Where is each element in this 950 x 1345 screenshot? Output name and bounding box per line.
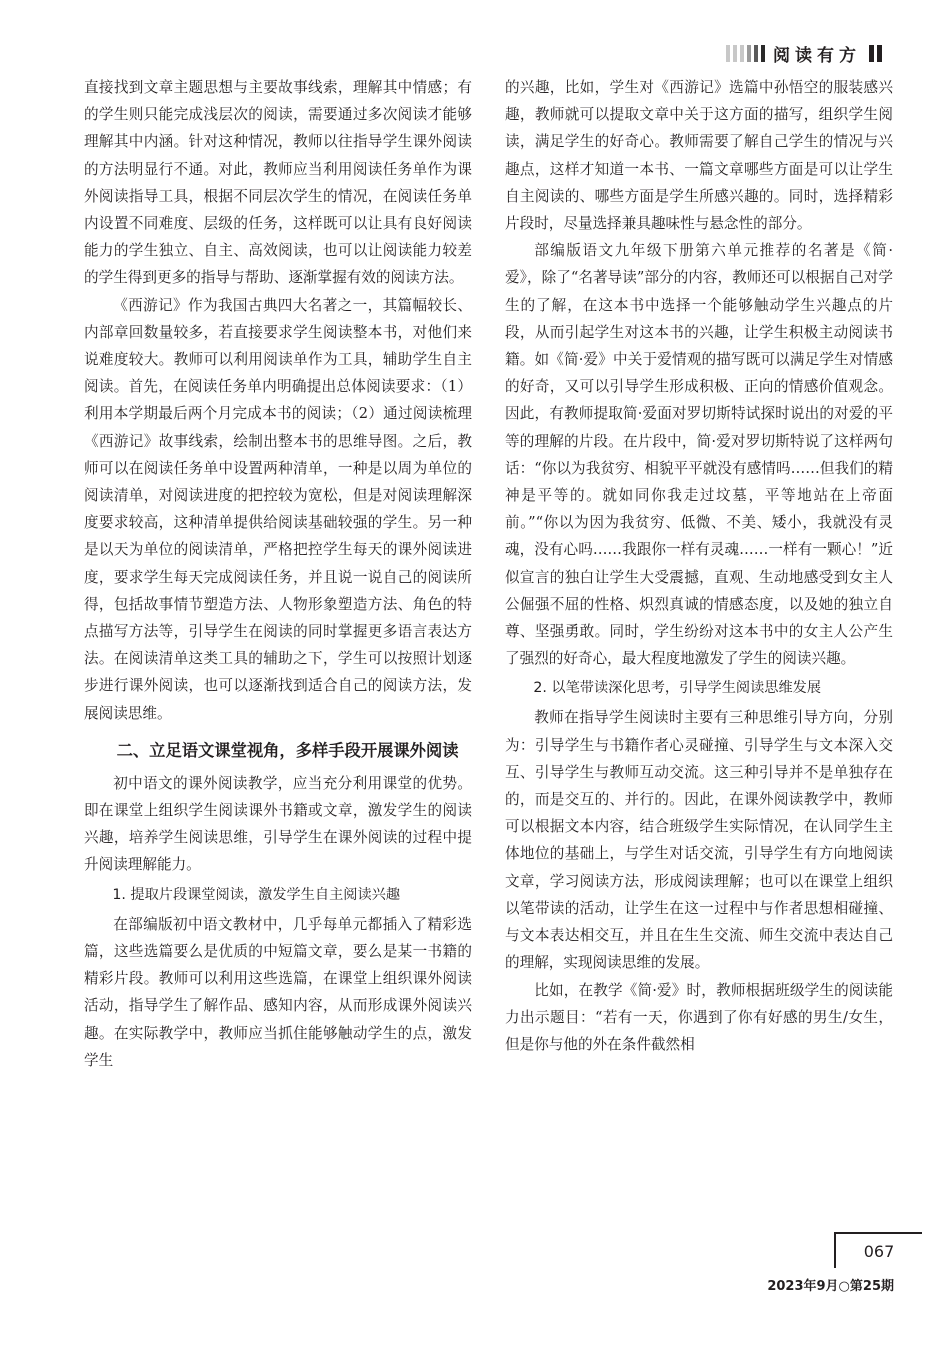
subsection-heading: 1. 提取片段课堂阅读，激发学生自主阅读兴趣 <box>112 886 401 903</box>
header-decorative-bars-right <box>869 45 882 62</box>
column-title: 阅读有方 <box>773 45 861 66</box>
paragraph: 的兴趣，比如，学生对《西游记》选篇中孙悟空的服装感兴趣，教师就可以提取文章中关于这方面的描写，组织学生阅读，满足学生的好奇心。教师需要了解自己学生的情况与兴趣点，这样才知道一本书、一篇文章哪些方面是可以让学生自主阅读的、哪些方面是学生所感兴趣的。同时，选择精彩片段时，尽量选择兼具趣味性与悬念性的部分。 <box>505 79 893 233</box>
paragraph: 直接找到文章主题思想与主要故事线索，理解其中情感；有的学生则只能完成浅层次的阅读，需要通过多次阅读才能够理解其中内涵。针对这种情况，教师以往指导学生课外阅读的方法明显行不通。对此，教师应当利用阅读任务单作为课外阅读指导工具，根据不同层次学生的情况，在阅读任务单内设置不同难度、层级的任务，这样既可以让具有良好阅读能力的学生独立、自主、高效阅读，也可以让阅读能力较差的学生得到更多的指导与帮助、逐渐掌握有效的阅读方法。 <box>84 79 472 287</box>
header-decorative-bars-left <box>726 45 765 62</box>
page-number: 067 <box>834 1232 922 1268</box>
issue-label: 2023年9月○第25期 <box>767 1279 894 1294</box>
section-heading: 二、立足语文课堂视角，多样手段开展课外阅读 <box>116 740 459 760</box>
paragraph: 部编版语文九年级下册第六单元推荐的名著是《简·爱》，除了“名著导读”部分的内容，教师还可以根据自己对学生的了解，在这本书中选择一个能够触动学生兴趣点的片段，从而引起学生对这本书的兴趣，让学生积极主动阅读书籍。如《简·爱》中关于爱情观的描写既可以满足学生对情感的好奇，又可以引导学生形成积极、正向的情感价值观念。因此，有教师提取简·爱面对罗切斯特试探时说出的对爱的平等的理解的片段。在片段中，简·爱对罗切斯特说了这样两句话：“你以为我贫穷、相貌平平就没有感情吗……但我们的精神是平等的。就如同你我走过坟墓，平等地站在上帝面前。”“你以为因为我贫穷、低微、不美、矮小，我就没有灵魂，没有心吗……我跟你一样有灵魂……一样有一颗心！”近似宣言的独白让学生大受震撼，直观、生动地感受到女主人公倔强不屈的性格、炽烈真诚的情感态度，以及她的独立自尊、坚强勇敢。同时，学生纷纷对这本书中的女主人公产生了强烈的好奇心，最大程度地激发了学生的阅读兴趣。 <box>505 242 893 668</box>
running-header <box>726 42 882 64</box>
paragraph: 初中语文的课外阅读教学，应当充分利用课堂的优势。即在课堂上组织学生阅读课外书籍或文章，激发学生的阅读兴趣，培养学生阅读思维，引导学生在课外阅读的过程中提升阅读理解能力。 <box>84 774 472 874</box>
paragraph: 在部编版初中语文教材中，几乎每单元都插入了精彩选篇，这些选篇要么是优质的中短篇文章，要么是某一书籍的精彩片段。教师可以利用这些选篇，在课堂上组织课外阅读活动，指导学生了解作品、感知内容，从而形成课外阅读兴趣。在实际教学中，教师应当抓住能够触动学生的点，激发学生 <box>84 915 472 1069</box>
left-text-column <box>84 74 472 1074</box>
paragraph: 《西游记》作为我国古典四大名著之一，其篇幅较长、内部章回数量较多，若直接要求学生阅读整本书，对他们来说难度较大。教师可以利用阅读单作为工具，辅助学生自主阅读。首先，在阅读任务单内明确提出总体阅读要求：（1）利用本学期最后两个月完成本书的阅读；（2）通过阅读梳理《西游记》故事线索，绘制出整本书的思维导图。之后，教师可以在阅读任务单中设置两种清单，一种是以周为单位的阅读清单，对阅读进度的把控较为宽松，但是对阅读理解深度要求较高，这种清单提供给阅读基础较强的学生。另一种是以天为单位的阅读清单，严格把控学生每天的课外阅读进度，要求学生每天完成阅读任务，并且说一说自己的阅读所得，包括故事情节塑造方法、人物形象塑造方法、角色的特点描写方法等，引导学生在阅读的同时掌握更多语言表达方法。在阅读清单这类工具的辅助之下，学生可以按照计划逐步进行课外阅读，也可以逐渐找到适合自己的阅读方法，发展阅读思维。 <box>84 296 472 722</box>
paragraph: 教师在指导学生阅读时主要有三种思维引导方向，分别为：引导学生与书籍作者心灵碰撞、引导学生与文本深入交互、引导学生与教师互动交流。这三种引导并不是单独存在的，而是交互的、并行的。因此，在课外阅读教学中，教师可以根据文本内容，结合班级学生实际情况，在认同学生主体地位的基础上，与学生对话交流，引导学生有方向地阅读文章，学习阅读方法，形成阅读理解；也可以在课堂上组织以笔带读的活动，让学生在这一过程中与作者思想相碰撞、与文本表达相交互，并且在生生交流、师生交流中表达自己的理解，实现阅读思维的发展。 <box>505 709 893 972</box>
paragraph: 比如，在教学《简·爱》时，教师根据班级学生的阅读能力出示题目：“若有一天，你遇到了你有好感的男生/女生，但是你与他的外在条件截然相 <box>505 981 893 1053</box>
subsection-heading: 2. 以笔带读深化思考，引导学生阅读思维发展 <box>533 680 822 697</box>
right-text-column <box>505 74 893 1058</box>
